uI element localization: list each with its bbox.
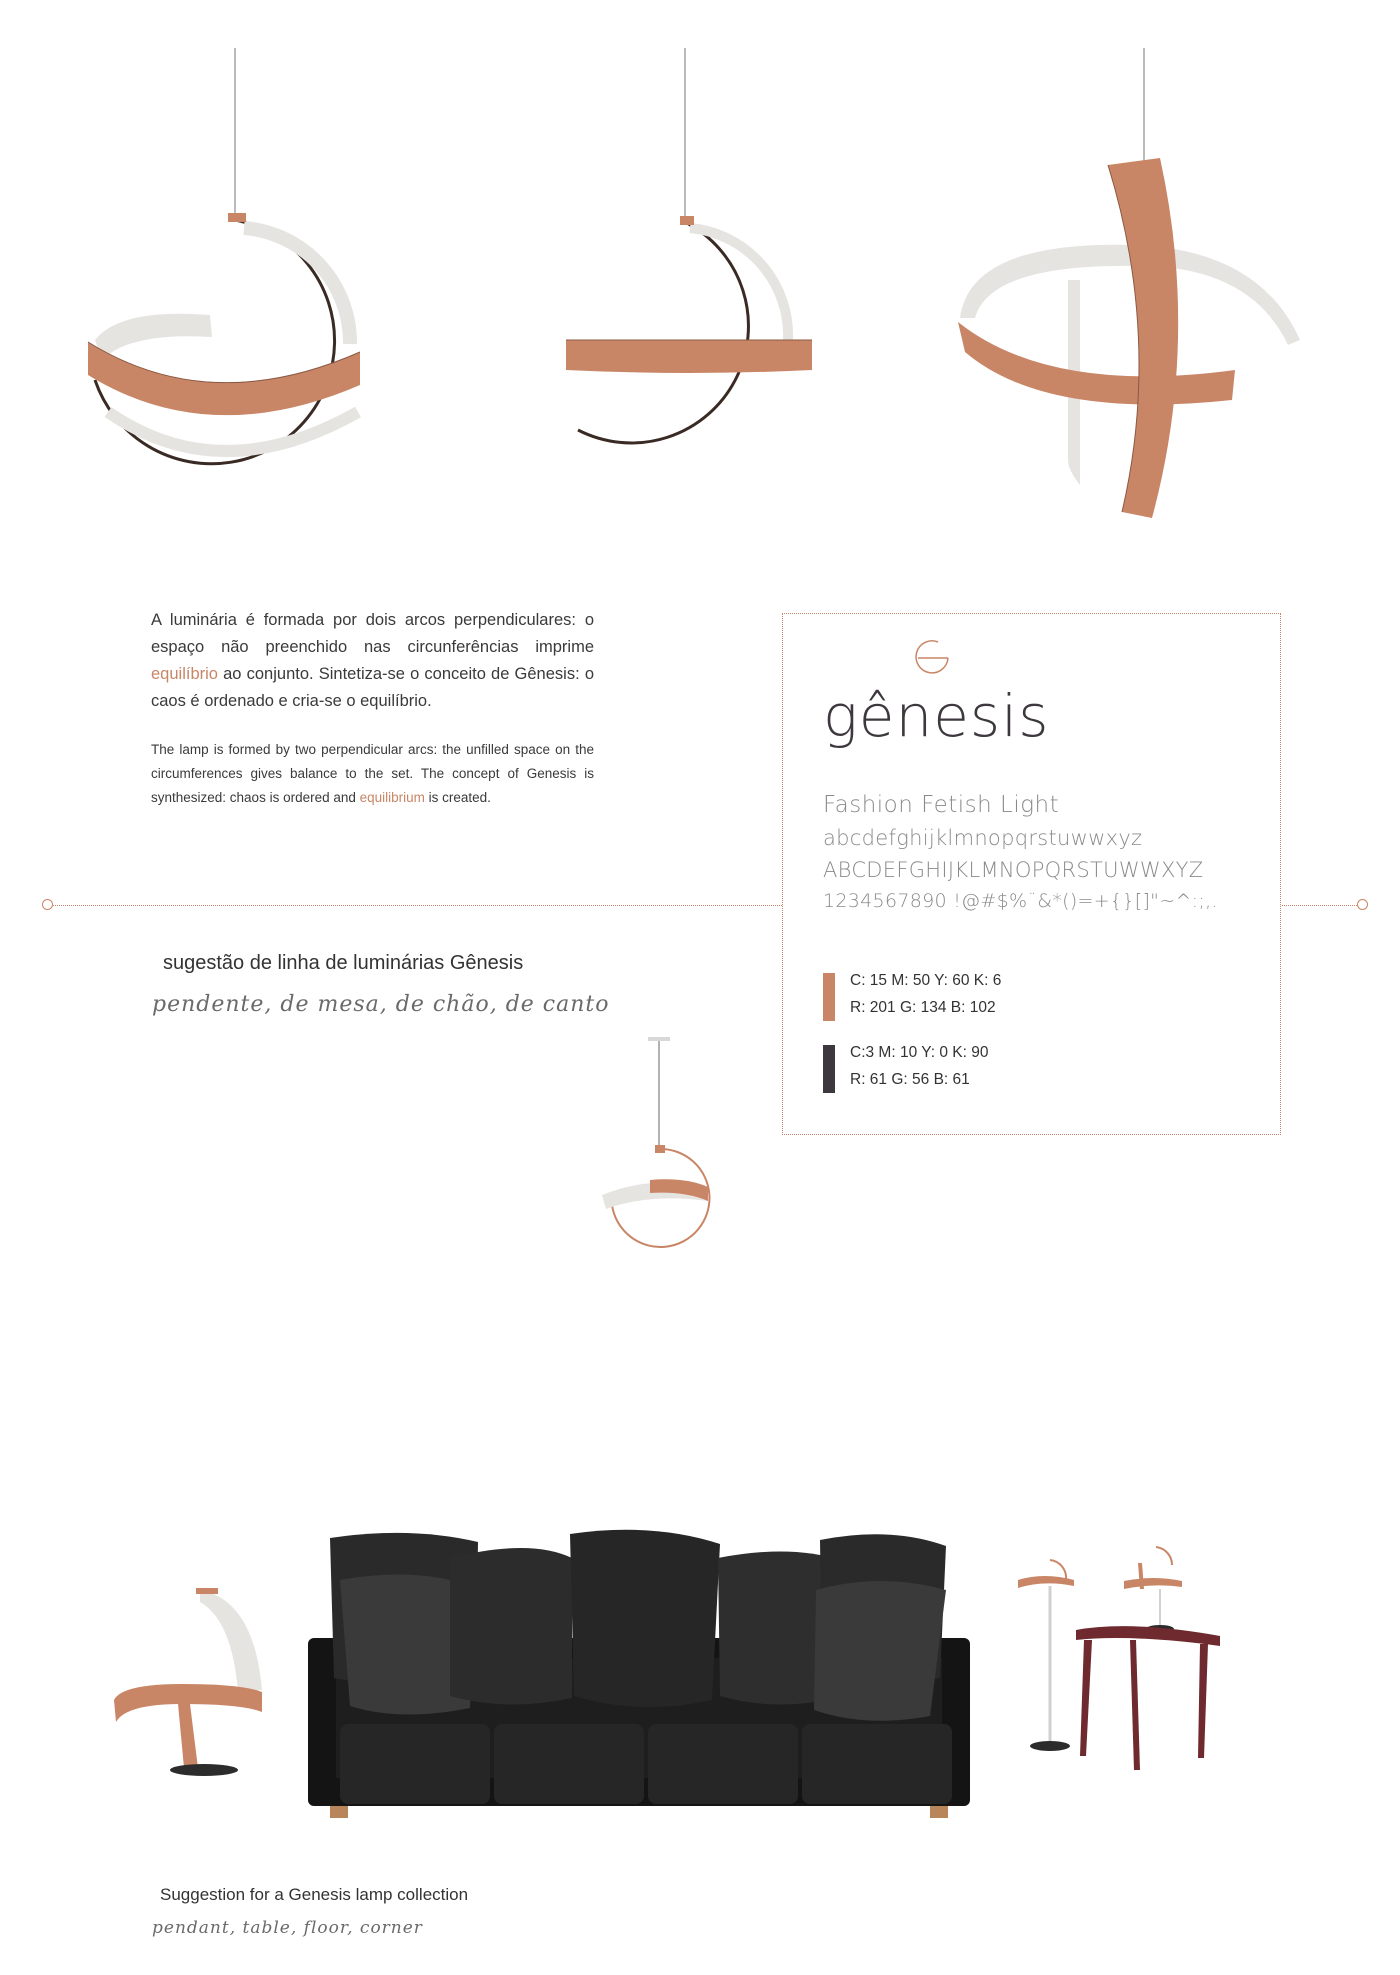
divider-endpoint-left bbox=[42, 899, 53, 910]
color-swatch-copper bbox=[823, 973, 835, 1021]
description-pt bbox=[151, 607, 594, 715]
color-dark-cmyk: C:3 M: 10 Y: 0 K: 90 bbox=[850, 1044, 989, 1061]
corner-lamp-render bbox=[112, 1580, 282, 1780]
lamp-render-view-2 bbox=[520, 40, 840, 510]
typeface-name: Fashion Fetish Light bbox=[823, 792, 1060, 818]
color-spec-copper bbox=[850, 967, 1001, 1021]
color-dark-rgb: R: 61 G: 56 B: 61 bbox=[850, 1071, 970, 1088]
brand-logo-icon bbox=[910, 636, 954, 680]
color-copper-cmyk: C: 15 M: 50 Y: 60 K: 6 bbox=[850, 972, 1002, 989]
description-pt-end: ao conjunto. Sintetiza-se o conceito de Gênesis: o caos é ordenado e cria-se o equilíbrio. bbox=[151, 665, 594, 710]
typeface-numbers-symbols: 1234567890 !@#$%¨&*()=+{}[]"~^:;,. bbox=[823, 890, 1218, 912]
lamp-render-view-1 bbox=[60, 40, 400, 510]
sofa-render bbox=[300, 1528, 980, 1828]
divider-line-right bbox=[1280, 905, 1357, 906]
suggestion-title-pt: sugestão de linha de luminárias Gênesis bbox=[163, 952, 524, 974]
typeface-lowercase: abcdefghijklmnopqrstuwwxyz bbox=[823, 826, 1143, 850]
description-en-end: is created. bbox=[424, 790, 491, 805]
divider-line-left bbox=[51, 905, 782, 906]
side-table-render bbox=[1070, 1620, 1230, 1780]
color-copper-rgb: R: 201 G: 134 B: 102 bbox=[850, 999, 996, 1016]
typeface-uppercase: ABCDEFGHIJKLMNOPQRSTUWWXYZ bbox=[823, 858, 1204, 882]
brand-name: gênesis bbox=[823, 682, 1050, 750]
color-spec-dark bbox=[850, 1039, 988, 1093]
divider-endpoint-right bbox=[1357, 899, 1368, 910]
suggestion-variants-pt: pendente, de mesa, de chão, de canto bbox=[152, 992, 610, 1017]
color-swatch-dark bbox=[823, 1045, 835, 1093]
description-en bbox=[151, 738, 594, 810]
description-en-start: The lamp is formed by two perpendicular arcs: the unfilled space on the circumferences gives balance to the set. The concept of Genesis is synthesized: chaos is ordered and bbox=[151, 742, 594, 805]
description-pt-highlight: equilíbrio bbox=[151, 665, 218, 683]
pendant-lamp-render bbox=[590, 1035, 720, 1275]
description-en-highlight: equilibrium bbox=[359, 790, 425, 805]
lamp-render-view-3 bbox=[930, 40, 1310, 530]
suggestion-variants-en: pendant, table, floor, corner bbox=[152, 1918, 423, 1938]
suggestion-title-en: Suggestion for a Genesis lamp collection bbox=[160, 1885, 469, 1904]
description-pt-start: A luminária é formada por dois arcos perpendiculares: o espaço não preenchido nas circunferências imprime bbox=[151, 611, 594, 656]
